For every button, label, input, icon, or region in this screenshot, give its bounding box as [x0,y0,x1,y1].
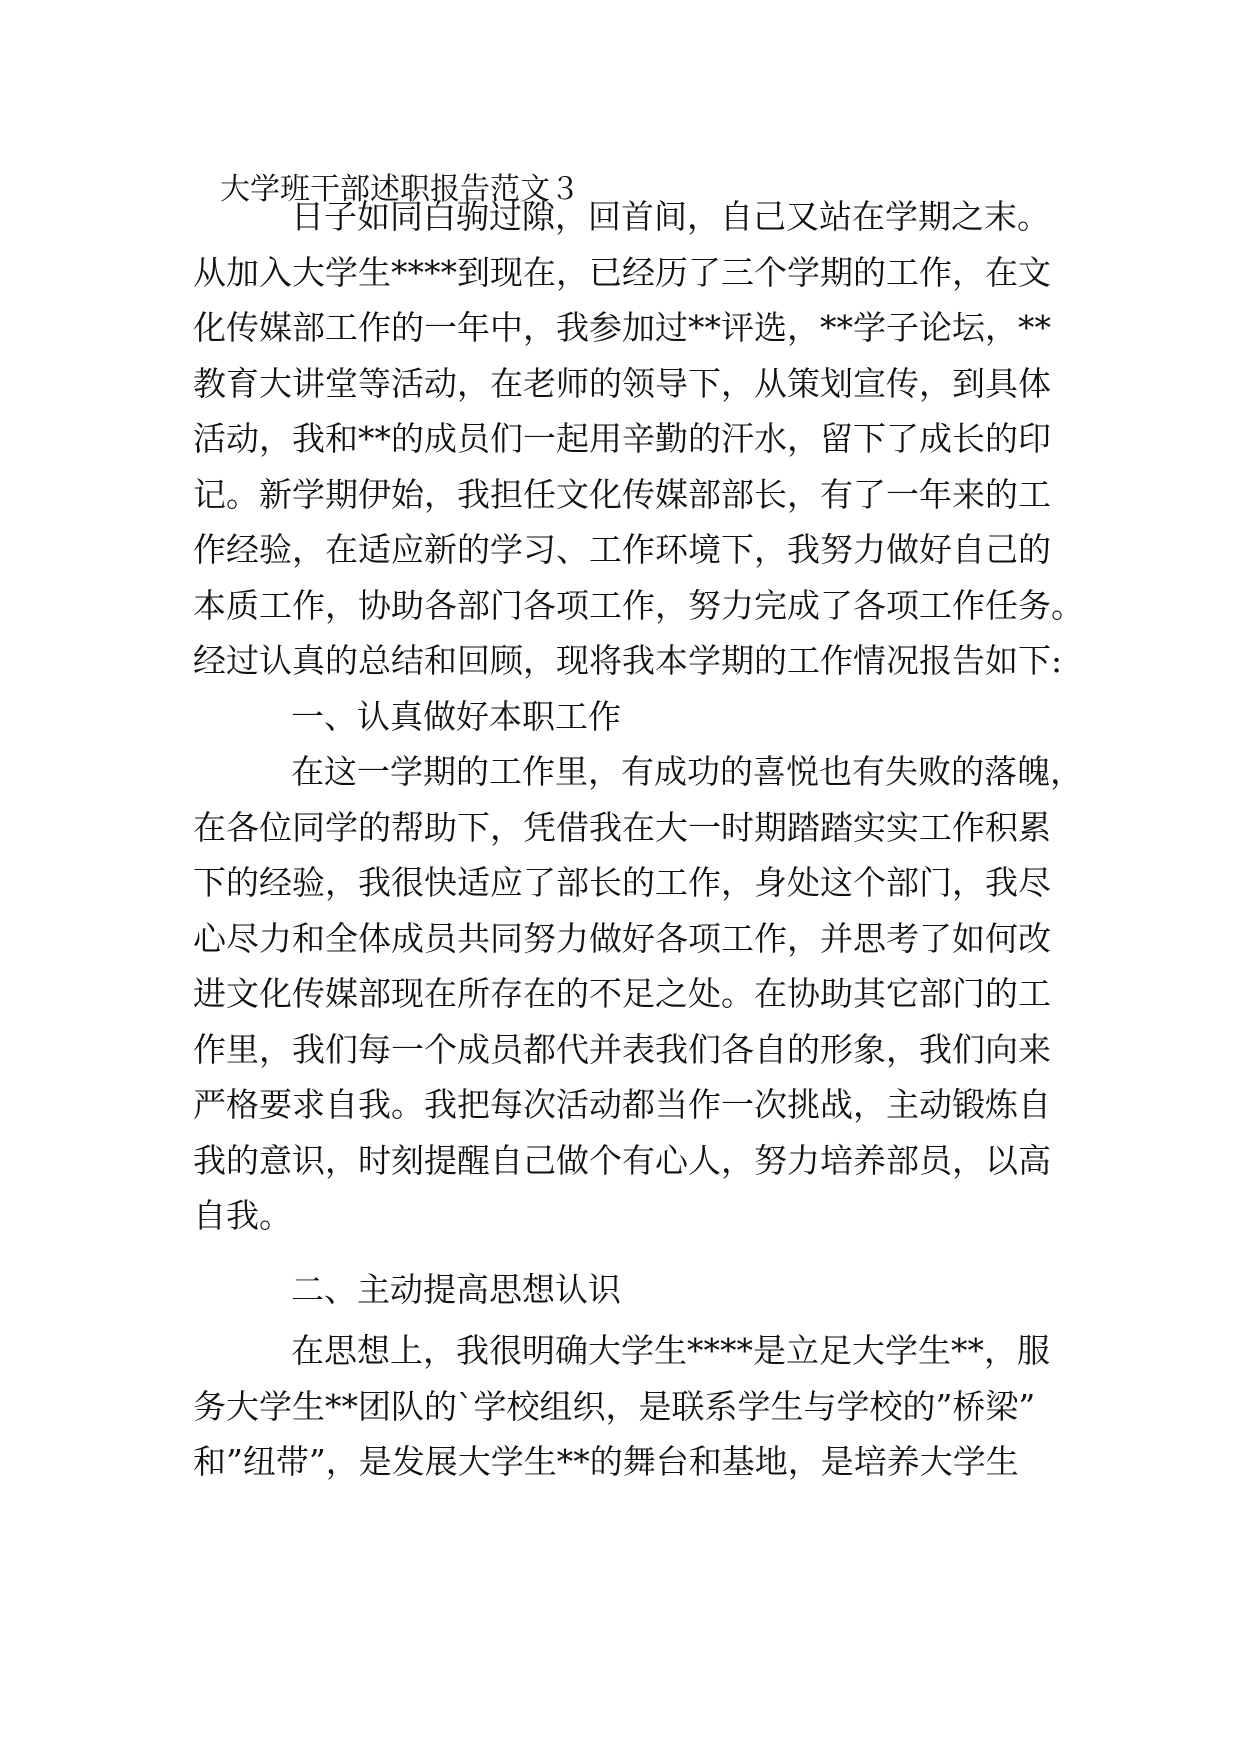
paragraph-line: 进文化传媒部现在所存在的不足之处。在协助其它部门的工 [193,974,1051,1013]
paragraph-line: 严格要求自我。我把每次活动都当作一次挑战，主动锻炼自 [193,1085,1051,1124]
paragraph-line: 下的经验，我很快适应了部长的工作，身处这个部门，我尽 [193,863,1051,902]
paragraph-line: 本质工作，协助各部门各项工作，努力完成了各项工作任务。 [193,586,1084,625]
paragraph-line: 在各位同学的帮助下，凭借我在大一时期踏踏实实工作积累 [193,808,1051,847]
paragraph-line: 在思想上，我很明确大学生****是立足大学生**，服 [291,1331,1050,1370]
paragraph-line: 和”纽带”，是发展大学生**的舞台和基地，是培养大学生 [193,1442,1019,1481]
section-heading: 一、认真做好本职工作 [291,697,621,736]
paragraph-line: 活动，我和**的成员们一起用辛勤的汗水，留下了成长的印 [193,419,1051,458]
paragraph-line: 心尽力和全体成员共同努力做好各项工作，并思考了如何改 [193,919,1051,958]
paragraph-line: 作经验，在适应新的学习、工作环境下，我努力做好自己的 [193,530,1051,569]
document-title: 大学班干部述职报告范文３ [220,172,580,207]
paragraph-line: 自我。 [193,1196,292,1235]
paragraph-line: 务大学生**团队的`学校组织，是联系学生与学校的”桥梁” [193,1387,1036,1426]
paragraph-line: 在这一学期的工作里，有成功的喜悦也有失败的落魄， [291,752,1083,791]
paragraph-line: 从加入大学生****到现在，已经历了三个学期的工作，在文 [193,253,1051,292]
section-heading: 二、主动提高思想认识 [291,1270,621,1309]
paragraph-line: 化传媒部工作的一年中，我参加过**评选，**学子论坛，** [193,308,1051,347]
paragraph-line: 我的意识，时刻提醒自己做个有心人，努力培养部员，以高 [193,1141,1051,1180]
paragraph-line: 作里，我们每一个成员都代并表我们各自的形象，我们向来 [193,1030,1051,1069]
paragraph-line: 日子如同白驹过隙，回首间，自己又站在学期之末。 [291,197,1050,236]
paragraph-line: 教育大讲堂等活动，在老师的领导下，从策划宣传，到具体 [193,364,1051,403]
paragraph-line: 经过认真的总结和回顾，现将我本学期的工作情况报告如下: [193,641,1063,680]
paragraph-line: 记。新学期伊始，我担任文化传媒部部长，有了一年来的工 [193,475,1051,514]
